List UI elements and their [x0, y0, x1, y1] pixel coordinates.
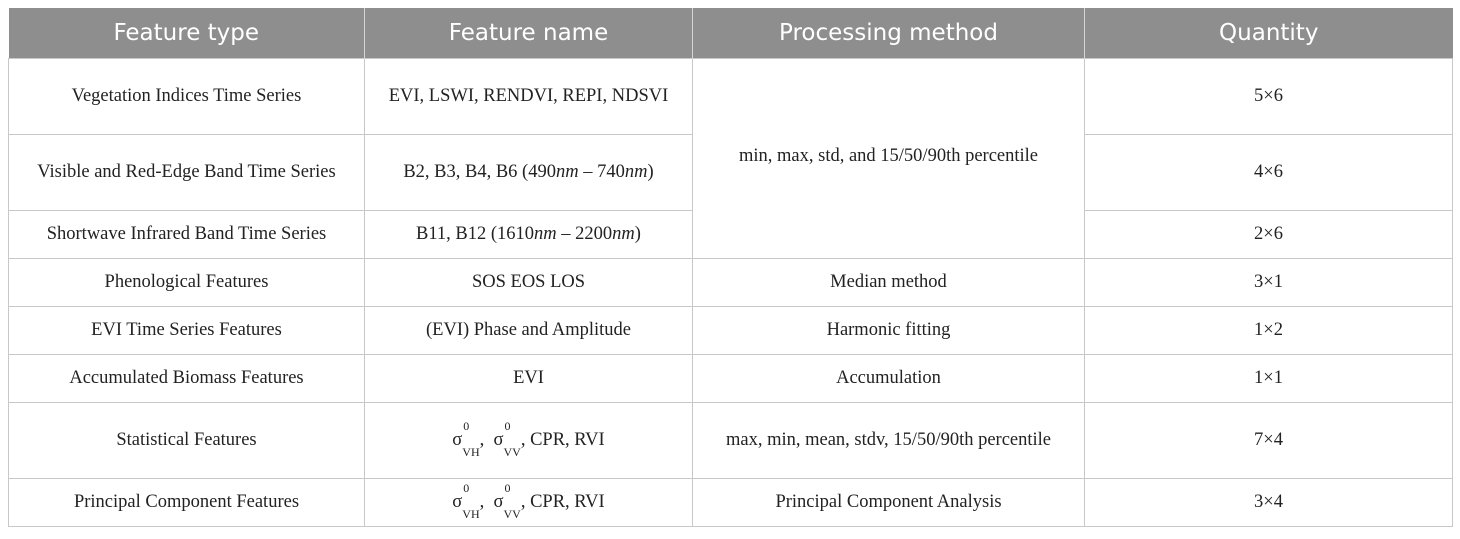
cell-feature-type: EVI Time Series Features — [9, 307, 365, 355]
cell-feature-name: $\sigma^0_{VH}$, $\sigma^0_{VV}$, CPR, RVI — [365, 403, 693, 479]
name-text: – 740 — [578, 162, 625, 182]
table-row — [9, 59, 1453, 135]
name-text: B11, B12 (1610 — [416, 224, 535, 244]
cell-quantity: 2×6 — [1085, 211, 1453, 259]
name-text: ) — [634, 224, 641, 244]
cell-processing-method: Median method — [693, 259, 1085, 307]
table-row — [9, 355, 1453, 403]
sigma-vv-symbol: $\sigma^0_{VV}$ — [493, 481, 521, 521]
cell-quantity: 3×4 — [1085, 479, 1453, 527]
cell-feature-type: Principal Component Features — [9, 479, 365, 527]
cell-processing-method: Accumulation — [693, 355, 1085, 403]
name-text: , CPR, RVI — [520, 430, 605, 451]
cell-feature-name: SOS EOS LOS — [365, 259, 693, 307]
cell-feature-type: Accumulated Biomass Features — [9, 355, 365, 403]
table-row — [9, 403, 1453, 479]
cell-feature-name: $\sigma^0_{VH}$, $\sigma^0_{VV}$, CPR, RVI — [365, 479, 693, 527]
cell-processing-method: Harmonic fitting — [693, 307, 1085, 355]
cell-quantity: 1×2 — [1085, 307, 1453, 355]
cell-quantity: 3×1 — [1085, 259, 1453, 307]
feature-table — [8, 8, 1453, 527]
sigma-vh-symbol: $\sigma^0_{VH}$ — [452, 419, 480, 459]
table-header-row — [9, 8, 1453, 59]
name-text: , CPR, RVI — [520, 492, 605, 513]
cell-feature-name — [365, 211, 693, 259]
sigma-vv-symbol: $\sigma^0_{VV}$ — [493, 419, 521, 459]
cell-processing-method: Principal Component Analysis — [693, 479, 1085, 527]
unit-text: nm — [624, 162, 648, 182]
table-row — [9, 259, 1453, 307]
cell-feature-type: Phenological Features — [9, 259, 365, 307]
unit-text: nm — [534, 224, 557, 244]
name-text: ) — [647, 162, 654, 182]
header-processing-method: Processing method — [693, 8, 1085, 59]
cell-quantity: 1×1 — [1085, 355, 1453, 403]
cell-quantity: 5×6 — [1085, 59, 1453, 135]
header-feature-name: Feature name — [365, 8, 693, 59]
cell-feature-type: Shortwave Infrared Band Time Series — [9, 211, 365, 259]
name-text: – 2200 — [556, 224, 613, 244]
header-quantity: Quantity — [1085, 8, 1453, 59]
cell-processing-method: min, max, std, and 15/50/90th percentile — [693, 59, 1085, 259]
table-row — [9, 479, 1453, 527]
sigma-vh-symbol: $\sigma^0_{VH}$ — [452, 481, 480, 521]
cell-feature-name — [365, 135, 693, 211]
cell-feature-name: EVI — [365, 355, 693, 403]
cell-quantity: 4×6 — [1085, 135, 1453, 211]
cell-feature-type: Statistical Features — [9, 403, 365, 479]
cell-feature-name: (EVI) Phase and Amplitude — [365, 307, 693, 355]
cell-quantity: 7×4 — [1085, 403, 1453, 479]
header-feature-type: Feature type — [9, 8, 365, 59]
cell-feature-type: Visible and Red-Edge Band Time Series — [9, 135, 365, 211]
name-text: B2, B3, B4, B6 (490 — [403, 162, 556, 182]
table-row — [9, 307, 1453, 355]
unit-text: nm — [555, 162, 579, 182]
unit-text: nm — [612, 224, 635, 244]
cell-processing-method: max, min, mean, stdv, 15/50/90th percentile — [693, 403, 1085, 479]
cell-feature-name: EVI, LSWI, RENDVI, REPI, NDSVI — [365, 59, 693, 135]
feature-table-container — [8, 8, 1452, 527]
cell-feature-type: Vegetation Indices Time Series — [9, 59, 365, 135]
